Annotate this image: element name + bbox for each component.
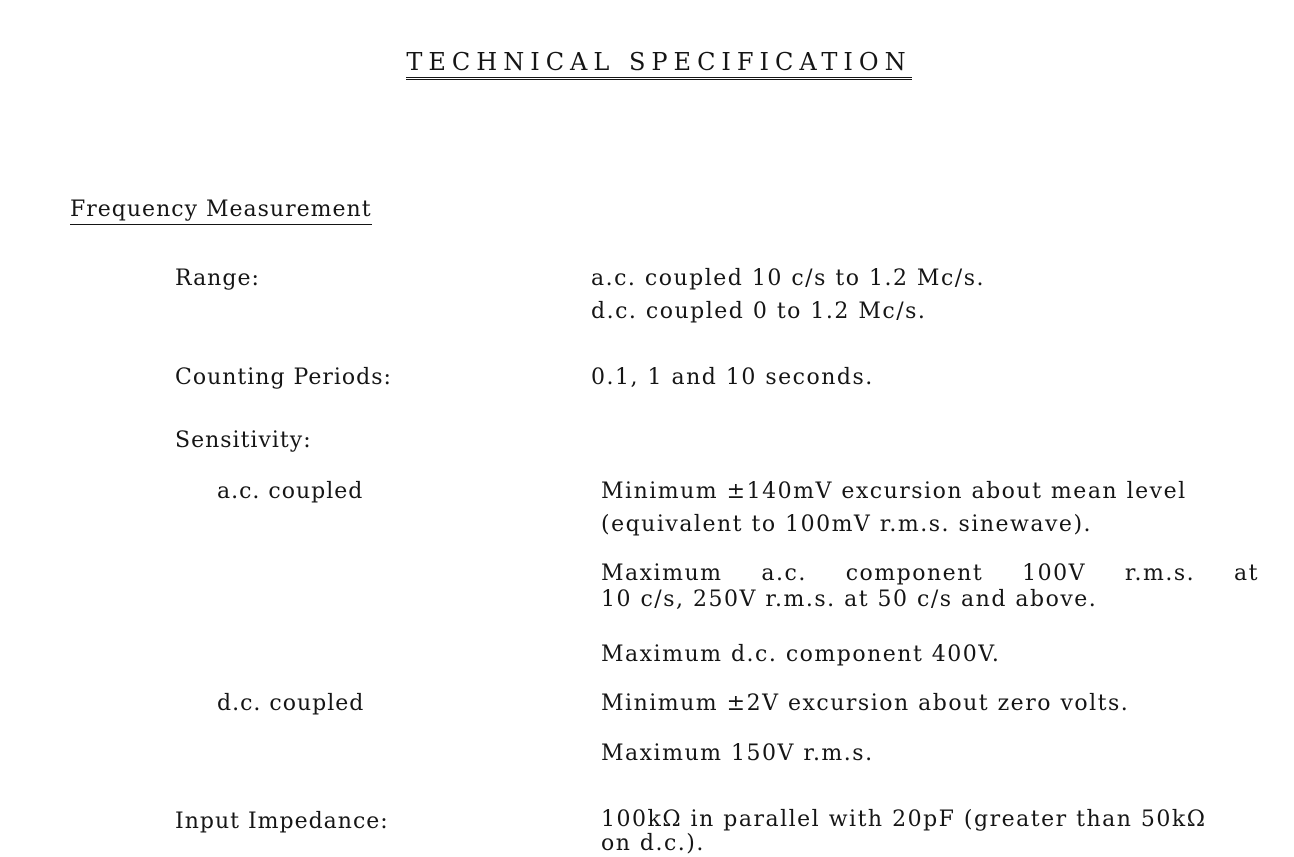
page-title [0, 48, 1294, 80]
ac-minimum-line-1: Minimum ±140mV excursion about mean level [601, 479, 1187, 504]
sensitivity-label: Sensitivity: [175, 428, 312, 453]
ac-maximum-line-1: Maximum a.c. component 100V r.m.s. at [601, 561, 1259, 586]
input-impedance-label: Input Impedance: [175, 809, 389, 834]
ac-coupled-label: a.c. coupled [217, 479, 364, 504]
counting-periods-value: 0.1, 1 and 10 seconds. [591, 365, 874, 390]
dc-coupled-label: d.c. coupled [217, 691, 365, 716]
ac-maximum-dc-component: Maximum d.c. component 400V. [601, 642, 1001, 667]
range-dc-value: d.c. coupled 0 to 1.2 Mc/s. [591, 299, 927, 324]
page-title-text: TECHNICAL SPECIFICATION [406, 48, 911, 80]
counting-periods-label: Counting Periods: [175, 365, 392, 390]
ac-maximum-line-2: 10 c/s, 250V r.m.s. at 50 c/s and above. [601, 587, 1098, 612]
ac-minimum-line-2: (equivalent to 100mV r.m.s. sinewave). [601, 512, 1093, 537]
dc-maximum-value: Maximum 150V r.m.s. [601, 741, 874, 766]
input-impedance-line-2: on d.c.). [601, 831, 705, 856]
range-ac-value: a.c. coupled 10 c/s to 1.2 Mc/s. [591, 266, 985, 291]
input-impedance-line-1: 100kΩ in parallel with 20pF (greater than 50kΩ [601, 807, 1207, 832]
ac-maximum-block [601, 561, 1259, 613]
section-heading-frequency-measurement: Frequency Measurement [70, 197, 372, 225]
range-label: Range: [175, 266, 260, 291]
dc-minimum-value: Minimum ±2V excursion about zero volts. [601, 691, 1130, 716]
